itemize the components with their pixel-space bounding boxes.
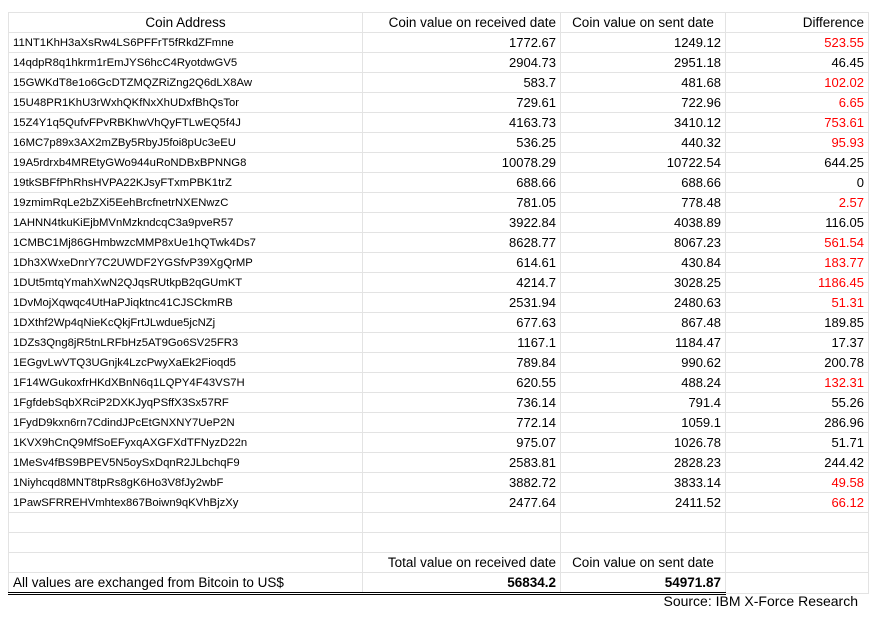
difference-cell: 49.58	[726, 473, 869, 493]
received-value-cell: 729.61	[363, 93, 561, 113]
table-row	[9, 173, 869, 193]
difference-cell: 17.37	[726, 333, 869, 353]
sent-value-cell: 2828.23	[561, 453, 726, 473]
received-value-cell: 2904.73	[363, 53, 561, 73]
sent-value-cell: 3833.14	[561, 473, 726, 493]
totals-value-row	[9, 573, 869, 594]
sent-value-cell: 440.32	[561, 133, 726, 153]
coin-address-cell: 1F14WGukoxfrHKdXBnN6q1LQPY4F43VS7H	[9, 373, 363, 393]
empty-row	[9, 533, 869, 553]
received-value-cell: 772.14	[363, 413, 561, 433]
sent-value-cell: 481.68	[561, 73, 726, 93]
sent-value-cell: 867.48	[561, 313, 726, 333]
table-row	[9, 33, 869, 53]
table-row	[9, 333, 869, 353]
difference-cell: 189.85	[726, 313, 869, 333]
received-value-cell: 789.84	[363, 353, 561, 373]
coin-address-cell: 19tkSBFfPhRhsHVPA22KJsyFTxmPBK1trZ	[9, 173, 363, 193]
source-caption: Source: IBM X-Force Research	[663, 593, 858, 609]
coin-address-cell: 16MC7p89x3AX2mZBy5RbyJ5foi8pUc3eEU	[9, 133, 363, 153]
table-row	[9, 373, 869, 393]
table-row	[9, 213, 869, 233]
table-row	[9, 233, 869, 253]
difference-cell: 51.71	[726, 433, 869, 453]
sent-value-cell: 3410.12	[561, 113, 726, 133]
empty-row	[9, 513, 869, 533]
difference-cell: 95.93	[726, 133, 869, 153]
coin-address-cell: 1Niyhcqd8MNT8tpRs8gK6Ho3V8fJy2wbF	[9, 473, 363, 493]
sent-value-cell: 10722.54	[561, 153, 726, 173]
received-value-cell: 1772.67	[363, 33, 561, 53]
sent-value-cell: 2951.18	[561, 53, 726, 73]
table-row	[9, 393, 869, 413]
coin-address-cell: 1DXthf2Wp4qNieKcQkjFrtJLwdue5jcNZj	[9, 313, 363, 333]
difference-cell: 2.57	[726, 193, 869, 213]
sent-value-cell: 430.84	[561, 253, 726, 273]
sent-value-cell: 1249.12	[561, 33, 726, 53]
received-value-cell: 614.61	[363, 253, 561, 273]
sent-value-cell: 2411.52	[561, 493, 726, 513]
coin-address-cell: 1CMBC1Mj86GHmbwzcMMP8xUe1hQTwk4Ds7	[9, 233, 363, 253]
coin-address-cell: 1EGgvLwVTQ3UGnjk4LzcPwyXaEk2Fioqd5	[9, 353, 363, 373]
total-received-label: Total value on received date	[363, 553, 561, 573]
received-value-cell: 781.05	[363, 193, 561, 213]
sent-value-cell: 1059.1	[561, 413, 726, 433]
header-difference: Difference	[726, 13, 869, 33]
difference-cell: 55.26	[726, 393, 869, 413]
table-row	[9, 473, 869, 493]
received-value-cell: 1167.1	[363, 333, 561, 353]
exchange-note: All values are exchanged from Bitcoin to US$	[9, 573, 363, 594]
total-received-value: 56834.2	[363, 573, 561, 594]
table-row	[9, 433, 869, 453]
received-value-cell: 4163.73	[363, 113, 561, 133]
table-row	[9, 93, 869, 113]
coin-address-cell: 1AHNN4tkuKiEjbMVnMzkndcqC3a9pveR57	[9, 213, 363, 233]
table-row	[9, 253, 869, 273]
difference-cell: 6.65	[726, 93, 869, 113]
table-row	[9, 133, 869, 153]
received-value-cell: 4214.7	[363, 273, 561, 293]
sent-value-cell: 778.48	[561, 193, 726, 213]
received-value-cell: 2477.64	[363, 493, 561, 513]
header-received-value: Coin value on received date	[363, 13, 561, 33]
table-row	[9, 413, 869, 433]
table-row	[9, 493, 869, 513]
sent-value-cell: 688.66	[561, 173, 726, 193]
received-value-cell: 975.07	[363, 433, 561, 453]
received-value-cell: 8628.77	[363, 233, 561, 253]
difference-cell: 753.61	[726, 113, 869, 133]
difference-cell: 644.25	[726, 153, 869, 173]
sent-value-cell: 3028.25	[561, 273, 726, 293]
table-row	[9, 313, 869, 333]
coin-address-cell: 1DvMojXqwqc4UtHaPJiqktnc41CJSCkmRB	[9, 293, 363, 313]
coin-address-cell: 1DZs3Qng8jR5tnLRFbHz5AT9Go6SV25FR3	[9, 333, 363, 353]
sent-value-cell: 4038.89	[561, 213, 726, 233]
table-row	[9, 293, 869, 313]
sent-value-cell: 2480.63	[561, 293, 726, 313]
coin-address-cell: 19A5rdrxb4MREtyGWo944uRoNDBxBPNNG8	[9, 153, 363, 173]
difference-cell: 244.42	[726, 453, 869, 473]
difference-cell: 116.05	[726, 213, 869, 233]
sent-value-cell: 488.24	[561, 373, 726, 393]
difference-cell: 0	[726, 173, 869, 193]
coin-address-cell: 15U48PR1KhU3rWxhQKfNxXhUDxfBhQsTor	[9, 93, 363, 113]
difference-cell: 286.96	[726, 413, 869, 433]
coin-address-cell: 1FydD9kxn6rn7CdindJPcEtGNXNY7UeP2N	[9, 413, 363, 433]
difference-cell: 1186.45	[726, 273, 869, 293]
coin-address-cell: 19zmimRqLe2bZXi5EehBrcfnetrNXENwzC	[9, 193, 363, 213]
difference-cell: 200.78	[726, 353, 869, 373]
table-row	[9, 273, 869, 293]
received-value-cell: 677.63	[363, 313, 561, 333]
sent-value-cell: 990.62	[561, 353, 726, 373]
totals-label-row	[9, 553, 869, 573]
coin-address-cell: 1DUt5mtqYmahXwN2QJqsRUtkpB2qGUmKT	[9, 273, 363, 293]
table-row	[9, 453, 869, 473]
coin-address-cell: 15GWKdT8e1o6GcDTZMQZRiZng2Q6dLX8Aw	[9, 73, 363, 93]
coin-value-table	[8, 12, 869, 595]
received-value-cell: 2531.94	[363, 293, 561, 313]
header-row	[9, 13, 869, 33]
received-value-cell: 688.66	[363, 173, 561, 193]
header-coin-address: Coin Address	[9, 13, 363, 33]
received-value-cell: 536.25	[363, 133, 561, 153]
table-row	[9, 73, 869, 93]
received-value-cell: 620.55	[363, 373, 561, 393]
sent-value-cell: 722.96	[561, 93, 726, 113]
received-value-cell: 3882.72	[363, 473, 561, 493]
sent-value-cell: 791.4	[561, 393, 726, 413]
coin-address-cell: 15Z4Y1q5QufvFPvRBKhwVhQyFTLwEQ5f4J	[9, 113, 363, 133]
header-sent-value: Coin value on sent date	[561, 13, 726, 33]
coin-address-cell: 1Dh3XWxeDnrY7C2UWDF2YGSfvP39XgQrMP	[9, 253, 363, 273]
table-row	[9, 193, 869, 213]
table-row	[9, 53, 869, 73]
total-sent-label: Coin value on sent date	[561, 553, 726, 573]
difference-cell: 66.12	[726, 493, 869, 513]
received-value-cell: 2583.81	[363, 453, 561, 473]
table-row	[9, 153, 869, 173]
difference-cell: 102.02	[726, 73, 869, 93]
coin-address-cell: 11NT1KhH3aXsRw4LS6PFFrT5fRkdZFmne	[9, 33, 363, 53]
coin-address-cell: 1KVX9hCnQ9MfSoEFyxqAXGFXdTFNyzD22n	[9, 433, 363, 453]
sent-value-cell: 8067.23	[561, 233, 726, 253]
sent-value-cell: 1026.78	[561, 433, 726, 453]
difference-cell: 523.55	[726, 33, 869, 53]
coin-address-cell: 14qdpR8q1hkrm1rEmJYS6hcC4RyotdwGV5	[9, 53, 363, 73]
received-value-cell: 736.14	[363, 393, 561, 413]
received-value-cell: 3922.84	[363, 213, 561, 233]
coin-address-cell: 1FgfdebSqbXRciP2DXKJyqPSffX3Sx57RF	[9, 393, 363, 413]
difference-cell: 183.77	[726, 253, 869, 273]
difference-cell: 51.31	[726, 293, 869, 313]
table-row	[9, 353, 869, 373]
difference-cell: 561.54	[726, 233, 869, 253]
total-sent-value: 54971.87	[561, 573, 726, 594]
difference-cell: 132.31	[726, 373, 869, 393]
difference-cell: 46.45	[726, 53, 869, 73]
received-value-cell: 10078.29	[363, 153, 561, 173]
coin-address-cell: 1PawSFRREHVmhtex867Boiwn9qKVhBjzXy	[9, 493, 363, 513]
table-row	[9, 113, 869, 133]
received-value-cell: 583.7	[363, 73, 561, 93]
sent-value-cell: 1184.47	[561, 333, 726, 353]
coin-address-cell: 1MeSv4fBS9BPEV5N5oySxDqnR2JLbchqF9	[9, 453, 363, 473]
